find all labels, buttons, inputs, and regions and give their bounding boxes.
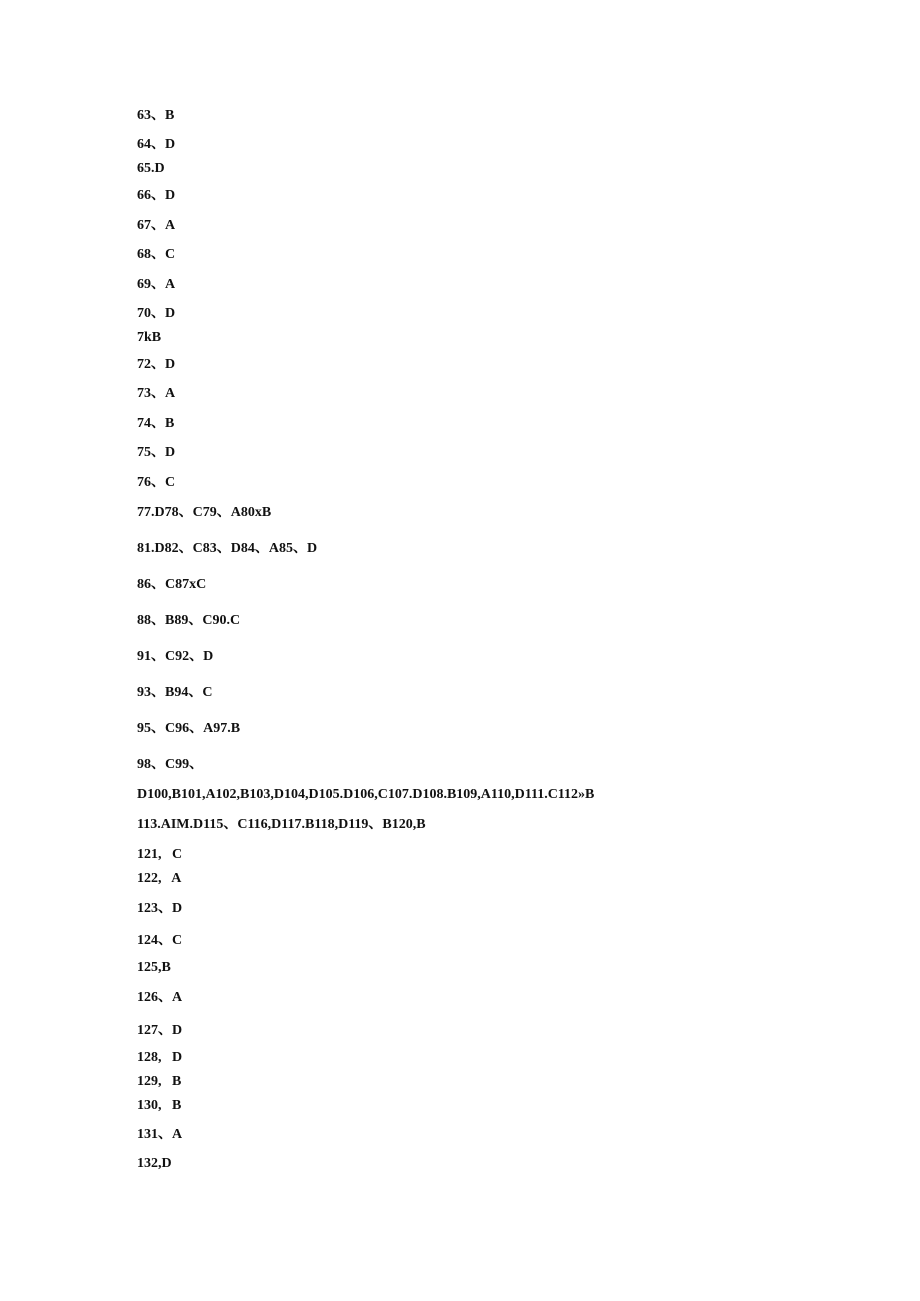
answer-line: 91、C92、D bbox=[137, 649, 214, 664]
answer-line: 63、B bbox=[137, 108, 175, 123]
answer-line: 121, C bbox=[137, 847, 183, 862]
answer-line: 113.AIM.D115、C116,D117.B118,D119、B120,B bbox=[137, 817, 426, 832]
answer-line: 75、D bbox=[137, 445, 176, 460]
answer-line: 126、A bbox=[137, 990, 183, 1005]
answer-line: 86、C87xC bbox=[137, 577, 207, 592]
answer-line: 130, B bbox=[137, 1098, 182, 1113]
answer-line: 68、C bbox=[137, 247, 176, 262]
answer-line: 128, D bbox=[137, 1050, 183, 1065]
answer-line: 93、B94、C bbox=[137, 685, 213, 700]
answer-line: 65.D bbox=[137, 161, 165, 176]
answer-line: 123、D bbox=[137, 901, 183, 916]
answer-line: 129, B bbox=[137, 1074, 182, 1089]
answer-line: 127、D bbox=[137, 1023, 183, 1038]
answer-line: 98、C99、 bbox=[137, 757, 204, 772]
answer-line: 69、A bbox=[137, 277, 176, 292]
answer-line: 67、A bbox=[137, 218, 176, 233]
answer-line: 95、C96、A97.B bbox=[137, 721, 241, 736]
answer-line: D100,B101,A102,B103,D104,D105.D106,C107.D108.B109,A110,D111.C112»B bbox=[137, 787, 595, 802]
answer-line: 77.D78、C79、A80xB bbox=[137, 505, 272, 520]
answer-line: 124、C bbox=[137, 933, 183, 948]
answer-line: 131、A bbox=[137, 1127, 183, 1142]
answer-line: 64、D bbox=[137, 137, 176, 152]
answer-line: 72、D bbox=[137, 357, 176, 372]
answer-line: 74、B bbox=[137, 416, 175, 431]
answer-line: 76、C bbox=[137, 475, 176, 490]
answer-line: 73、A bbox=[137, 386, 176, 401]
answer-line: 88、B89、C90.C bbox=[137, 613, 241, 628]
answer-line: 81.D82、C83、D84、A85、D bbox=[137, 541, 318, 556]
answer-line: 122, A bbox=[137, 871, 182, 886]
answer-line: 66、D bbox=[137, 188, 176, 203]
answer-line: 132,D bbox=[137, 1156, 172, 1171]
answer-line: 125,B bbox=[137, 960, 171, 975]
answer-line: 7kB bbox=[137, 330, 162, 345]
answer-line: 70、D bbox=[137, 306, 176, 321]
